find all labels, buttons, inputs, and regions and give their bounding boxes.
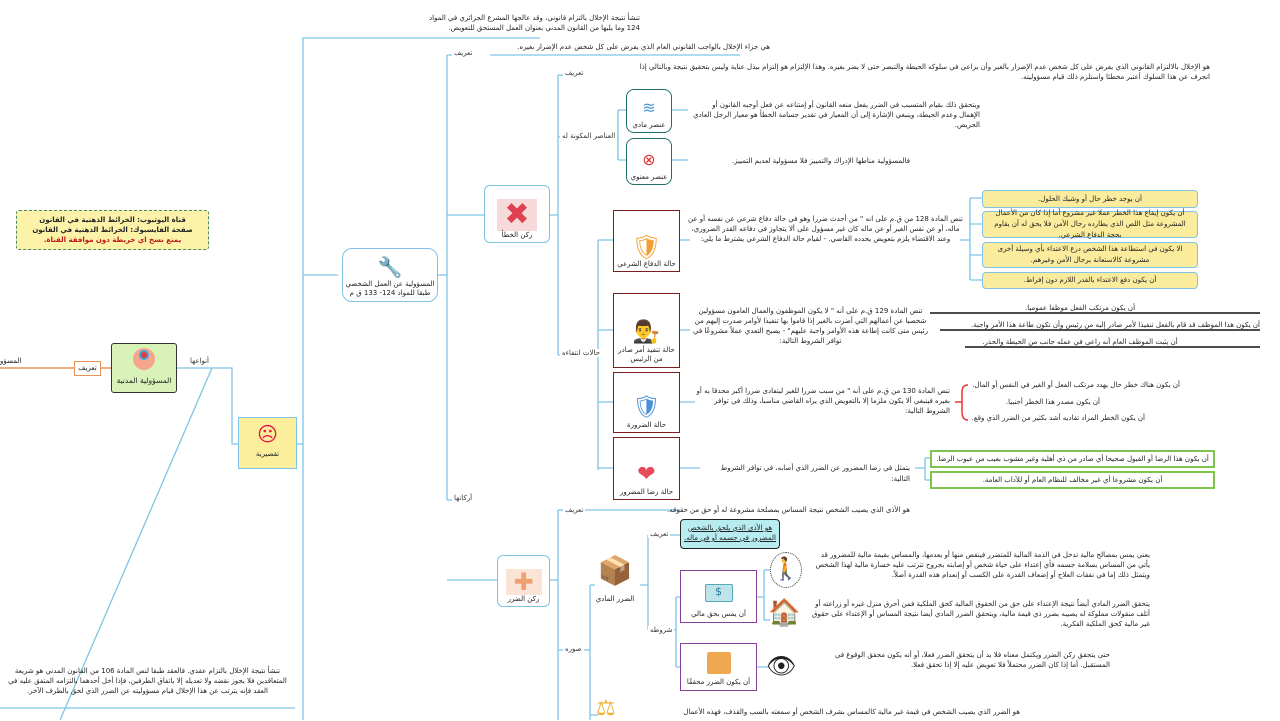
personal-liability-node[interactable] xyxy=(342,248,438,302)
laptop-icon: ⊗ xyxy=(642,150,656,169)
shield-hand-icon: 🛡 xyxy=(631,233,662,261)
certain-damage-text: حتى يتحقق ركن الضرر ويكتمل معناه فلا بد أن يتحقق الضرر فعلا، أو أنه يكون محقق الوقوع في المستقبل. أما إذا كان الضرر محتملاً فلا تعويض عليه إلا إذا تحقق فعلا. xyxy=(834,651,1110,669)
moral-element-node[interactable] xyxy=(626,138,672,185)
person-shield-icon: 🛡 xyxy=(632,395,661,420)
certain-damage-node[interactable] xyxy=(680,643,757,691)
speaker-podium-icon: 👨‍⚖ xyxy=(632,320,661,345)
layers-icon: ≋ xyxy=(642,98,656,117)
note-warning: يمنع نسخ اي خريطة دون موافقة القناة. xyxy=(43,236,182,244)
x-mark-icon: ✖ xyxy=(497,199,537,231)
types-label: أنواعها xyxy=(190,357,209,365)
material-def-label: تعريف xyxy=(650,530,669,538)
dollar-bill-icon: $ xyxy=(705,584,733,602)
case-text: تنص المادة 129 ق.م على أنه " لا يكون الموظفون والعمال العامون مسؤولين شخصيا عن أعمالهم التي أضرت بالغير إذا قاموا بها تنفيذا لأوامر صدرت إليهم من رئيس متى كانت إطاعة هذه الأوامر واجبة عليهم" - يصبح التعدي عملاً مشروعًا في توافر الشروط التالية: xyxy=(692,307,928,345)
fault-node[interactable] xyxy=(484,185,550,243)
note-youtube: قناة اليوتيوب: الخرائط الذهنية في القانون xyxy=(39,216,186,224)
material-damage-node[interactable] xyxy=(590,555,640,613)
channel-note xyxy=(16,210,209,250)
hands-heart-icon xyxy=(133,348,155,370)
case-text: يتمثل في رضا المضرور عن الضرر الذي أصابه، في توافر الشروط التالية: xyxy=(720,464,910,483)
fault-label: ركن الخطأ xyxy=(501,231,533,239)
damage-label: ركن الضرر xyxy=(507,595,540,603)
contractual-text: تنشأ نتيجة الإخلال بالتزام عقدي. فالعقد طبقا لنص المادة 106 من القانون المدني هو شريعة المتعاقدين فلا يجوز نقضه ولا تعديله إلا باتفاق الطرفين، فإذا أخل أحدهما بالتزامه المتفق عليه في العقد فإنه يترتب عن هذا الإخلال قيام مسؤوليته عن الضرر الذي لحق بالطرف الآخر. xyxy=(8,667,287,695)
case-text: تنص المادة 130 من ق.م على أنه " من سبب ضررا للغير ليتفادى ضررا أكبر محدقا به أو بغيره فينبغي ألا يكون ملزما إلا بالتعويض الذي يراه القاضي مناسبا، وذلك في توافر الشروط التالية: xyxy=(696,387,950,415)
condition-line: أن يكون هناك خطر حال يهدد مرتكب الفعل أو الغير في النفس أو المال. xyxy=(972,381,1180,389)
elements-label: العناصر المكونة له xyxy=(562,132,616,140)
case-text: تنص المادة 128 من ق.م على انه " من أحدث ضررا وهو في حالة دفاع شرعي عن نفسه أو عن ماله، أو عن نفس الغير أو عن ماله كان غير مسؤول على ألا يتجاوز في دفاعه القدر الضروري، وعند الاقتضاء يلزم بتعويض يحدده القاضي. - لقيام حالة الدفاع الشرعي يشترط ما يلي: xyxy=(688,215,963,243)
condition-box: أن يكون إيقاع هذا الخطر عملا غير مشروع أما إذا كان من الأعمال المشروعة مثل اللص الذي يطارده رجال الأمن فلا يحق له أن يقاوم بحجة الدفاع الشرعي. xyxy=(982,211,1198,238)
fault-def-text: هو الإخلال بالالتزام القانوني الذي يفرض على كل شخص عدم الإضرار بالغير وأن يراعي في سلوكه الحيطة والتبصر حتى لا يضر بغيره. وهذا الإلتزام هو إلتزام ببذل عناية وليس بتحقيق نتيجة وبالتالي إذا انحرف عن هذا السلوك أعتبر مخطئا واستلزم ذلك قيام مسؤوليته. xyxy=(639,63,1210,81)
tort-label: تقصيرية xyxy=(255,450,280,458)
condition-box: أن يكون دفع الاعتداء بالقدر اللازم دون إفراط. xyxy=(982,272,1198,289)
damage-def-label: تعريف xyxy=(565,506,584,514)
financial-right-label: أن يمس بحق مالي xyxy=(691,610,746,618)
moral-element-label: عنصر معنوي xyxy=(630,173,668,181)
certain-damage-label: أن يكون الضرر محققًا xyxy=(686,678,751,686)
box-document-icon: 📦 xyxy=(597,554,633,587)
note-facebook: صفحة الفايسبوك: الخرائط الذهنية في القانون xyxy=(32,226,193,234)
damage-def-text: هو الأذى الذي يصيب الشخص نتيجة المساس بمصلحة مشروعة له أو حق من حقوقه. xyxy=(667,506,910,514)
fault-def-label: تعريف xyxy=(565,69,584,77)
human-body-icon: 🚶 xyxy=(770,552,802,588)
personal-liability-label: المسؤولية عن العمل الشخصي طبقا للمواد 124- 133 ق م xyxy=(345,280,435,297)
tort-def-label: تعريف xyxy=(454,49,473,57)
tort-node[interactable] xyxy=(238,417,297,469)
forms-label: صوره xyxy=(565,645,582,653)
root-label: المسؤولية المدنية xyxy=(116,376,172,385)
property-damage-text: يتحقق الضرر المادي أيضاً نتيجة الإعتداء على حق من الحقوق المالية كحق الملكية فمن أحرق منزل غيره أو زراعته أو أتلف منقولات مملوكة له يصيبه بضرر ذي قيمة مالية، ويتحقق الضرر المادي أيضا نتيجة المساس أو الإعتداء على حقوق غير مالية كحق الملكية الفكرية. xyxy=(812,600,1150,628)
case-label: حالة رضا المضرور xyxy=(619,488,674,496)
pillars-label: أركانها xyxy=(454,494,473,502)
negation-label: حالات انتفاءه xyxy=(562,349,600,357)
house-hand-icon: 🏠 xyxy=(768,598,801,628)
condition-line: أن يكون الخطر المراد تفاديه أشد بكثير من الضرر الذي وقع. xyxy=(971,414,1145,422)
tort-def-text: هي جزاء الإخلال بالواجب القانوني العام الذي يفرض على كل شخص عدم الإضرار بغيره. xyxy=(517,43,770,51)
financial-right-node[interactable] xyxy=(680,570,757,623)
tort-intro: تنشأ نتيجة الإخلال بالتزام قانوني، وقد عالجها المشرع الجزائري في المواد 124 وما يليها من القانون المدني بعنوان العمل المستحق للتعويض. xyxy=(428,14,640,32)
material-element-node[interactable] xyxy=(626,89,672,133)
material-conditions-label: شروطه xyxy=(650,626,673,634)
moral-element-text: فالمسؤولية مناطها الإدراك والتمييز فلا مسؤولية لعديم التمييز. xyxy=(731,157,910,165)
condition-line: أن يكون مصدر هذا الخطر أجنبيا. xyxy=(1005,398,1100,406)
worried-person-icon: ☹ xyxy=(257,422,278,446)
condition-line: أن يثبت الموظف العام أنه راعى في عمله جانب من الحيطة والحذر. xyxy=(982,338,1178,346)
case-label: حالة الضرورة xyxy=(627,421,667,429)
body-damage-text: يعني يمس بمصالح مالية تدخل في الذمة المالية للمتضرر فينقص منها أو يعدمها، والمساس بقيمة مالية للمضرور قد يأتي من المساس بسلامة جسمه فأي إعتداء على حياة شخص أو إصابته بجروح تترتب عليه خسارة مالية لهذا الشخص ويتمثل ذلك إما في نفقات العلاج أو إضعاف القدرة على الكسب أو إنعدام هذه القدرة أصلاً. xyxy=(815,551,1150,579)
material-damage-label: الضرر المادي xyxy=(595,595,635,603)
moral-damage-text: هو الضرر الذي يصيب الشخص في قيمة غير مالية كالمساس بشرف الشخص أو سمعته بالسب والقذف، فهذه الأعمال xyxy=(683,708,1020,716)
root-node[interactable] xyxy=(111,343,177,393)
heart-hands-icon: ❤ xyxy=(637,462,656,487)
root-definition-tag[interactable]: تعريف xyxy=(74,361,101,376)
case-necessity[interactable] xyxy=(613,372,680,433)
condition-box: أن يكون هذا الرضا أو القبول صحيحا أي صادر من ذي أهلية وغير مشوب بعيب من عيوب الرضا. xyxy=(930,450,1215,468)
condition-line: أن يكون مرتكب الفعل موظفا عموميا. xyxy=(1024,304,1136,312)
material-def-box: هو الأذى الذي يلحق بالشخص المضرور في جسمه أو في ماله. xyxy=(680,519,780,549)
case-label: حالة الدفاع الشرعي xyxy=(617,260,676,268)
material-element-label: عنصر مادي xyxy=(632,121,666,129)
case-superior-order[interactable] xyxy=(613,293,680,368)
case-self-defense[interactable] xyxy=(613,210,680,272)
condition-box: الا يكون في استطاعة هذا الشخص درع الاعتداء بأي وسيلة أخرى مشروعة كالاستعانة برجال الأمن وغيرهم. xyxy=(982,242,1198,268)
eye-chart-icon: 👁 xyxy=(766,652,797,680)
case-label: حالة تنفيذ أمر صادر من الرئيس xyxy=(618,346,675,363)
condition-box: أن يكون مشروعا أي غير مخالف للنظام العام أو للآداب العامة. xyxy=(930,471,1215,489)
condition-line: أن يكون هذا الموظف قد قام بالفعل تنفيذا لأمر صادر إليه من رئيس وأن تكون طاعة هذا الأمر واجبة. xyxy=(970,321,1260,329)
wrench-hand-icon: 🔧 xyxy=(377,255,403,279)
scales-icon: ⚖ xyxy=(596,696,616,721)
bandage-icon: ✚ xyxy=(506,569,542,595)
condition-box: أن يوجد خطر حال أو وشيك الحلول. xyxy=(982,190,1198,208)
left-cut-label: المسؤو xyxy=(0,357,22,365)
damage-node[interactable] xyxy=(497,555,550,607)
case-victim-consent[interactable] xyxy=(613,437,680,500)
package-icon xyxy=(707,652,731,674)
material-element-text: ويتحقق ذلك بقيام المتسبب في الضرر بفعل منعه القانون أو إمتناعه عن فعل أوجبه القانون أو الإهمال وعدم الحيطة، وينبغي الإشارة إلى أن المعيار في تقدير جسامة الخطأ هو معيار الرجل العادي الحريص. xyxy=(693,101,980,129)
